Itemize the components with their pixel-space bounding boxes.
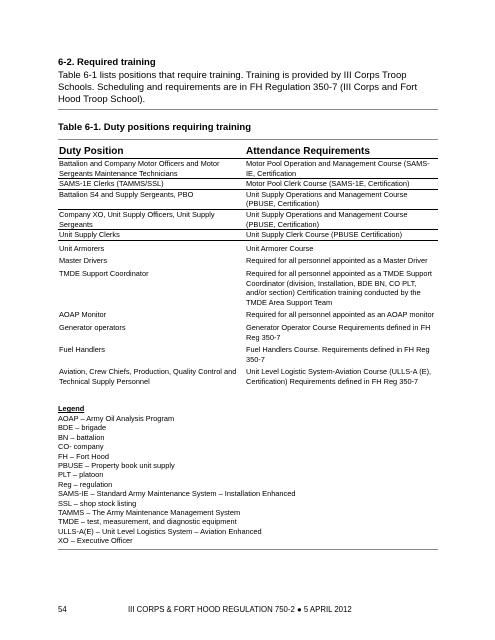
attendance-requirement-cell: Unit Supply Operations and Management Course (PBUSE, Certification) [245, 209, 438, 229]
attendance-requirement-cell: Unit Level Logistic System-Aviation Course (ULLS-A (E), Certification) Requirements defined in FH Reg 350-7 [246, 367, 432, 386]
table-row [58, 230, 438, 241]
legend-item: SSL – shop stock listing [58, 498, 137, 508]
table-row [58, 189, 438, 209]
section-title: 6-2. Required training [58, 57, 156, 68]
attendance-requirement-cell: Fuel Handlers Course. Requirements defined in FH Reg 350-7 [246, 345, 430, 364]
attendance-requirement-cell: Motor Pool Operation and Management Course (SAMS-IE, Certification [245, 159, 438, 179]
duty-position-cell: Unit Supply Clerks [58, 230, 245, 241]
legend-item: TMDE – test, measurement, and diagnostic equipment [58, 517, 237, 527]
divider [58, 549, 438, 550]
column-header-duty-position: Duty Position [58, 146, 245, 159]
table-row [58, 310, 438, 320]
legend-item: SAMS-IE – Standard Army Maintenance System – Installation Enhanced [58, 489, 296, 499]
table-row [58, 209, 438, 229]
table-row [58, 269, 438, 307]
duty-position-cell: Unit Armorers [59, 243, 105, 253]
duty-position-cell: SAMS-1E Clerks (TAMMS/SSL) [58, 179, 245, 190]
attendance-requirement-cell: Required for all personnel appointed as a TMDE Support Coordinator (division, Installation, BDE BN, CO PLT, and/or section) Certification training conducted by the TMDE Area Support Team [246, 268, 432, 307]
legend-item: BDE – brigade [58, 423, 107, 433]
legend-item: BN – battalion [58, 432, 105, 442]
legend-item: XO – Executive Officer [58, 536, 133, 546]
section-intro: Table 6-1 lists positions that require training. Training is provided by III Corps Troop Schools. Scheduling and requirements are in FH Regulation 350-7 (III Corps and Fort Hood Troop School). [58, 70, 418, 105]
divider [58, 139, 438, 140]
table-row [58, 179, 438, 190]
column-header-attendance: Attendance Requirements [245, 146, 438, 159]
table-header-row [58, 146, 438, 159]
divider [58, 109, 438, 110]
table-title: Table 6-1. Duty positions requiring training [58, 122, 252, 133]
attendance-requirement-cell: Required for all personnel appointed as a Master Driver [246, 256, 428, 266]
duty-position-cell: Battalion S4 and Supply Sergeants, PBO [58, 189, 245, 209]
training-table [58, 146, 438, 386]
attendance-requirement-cell: Unit Armorer Course [246, 243, 314, 253]
legend-item: Reg – regulation [58, 479, 113, 489]
attendance-requirement-cell: Motor Pool Clerk Course (SAMS-1E, Certification) [245, 179, 438, 190]
legend-item: PLT – platoon [58, 470, 104, 480]
legend-item: PBUSE – Property book unit supply [58, 460, 175, 470]
legend-title: Legend [58, 404, 85, 414]
legend [58, 404, 438, 545]
attendance-requirement-cell: Unit Supply Operations and Management Course (PBUSE, Certification) [245, 189, 438, 209]
table-row [58, 367, 438, 386]
legend-item: TAMMS – The Army Maintenance Management System [58, 507, 241, 517]
document-page [58, 57, 438, 550]
legend-item: FH – Fort Hood [58, 451, 109, 461]
table-row [58, 256, 438, 266]
table-row [58, 159, 438, 179]
duty-position-cell: AOAP Monitor [59, 310, 107, 320]
legend-item: CO- company [58, 442, 104, 452]
duty-position-cell: Company XO, Unit Supply Officers, Unit Supply Sergeants [58, 209, 245, 229]
duty-position-cell: Fuel Handlers [59, 345, 106, 355]
duty-position-cell: TMDE Support Coordinator [59, 268, 149, 278]
legend-item: AOAP – Army Oil Analysis Program [58, 413, 175, 423]
duty-position-cell: Generator operators [59, 322, 126, 332]
table-row [58, 323, 438, 342]
table-row [58, 244, 438, 254]
footer-reference: III CORPS & FORT HOOD REGULATION 750-2 ● 5 APRIL 2012 [128, 605, 352, 614]
attendance-requirement-cell: Unit Supply Clerk Course (PBUSE Certification) [245, 230, 438, 241]
page-number: 54 [58, 605, 67, 614]
duty-position-cell: Battalion and Company Motor Officers and Motor Sergeants Maintenance Technicians [58, 159, 245, 179]
duty-position-cell: Master Drivers [59, 256, 108, 266]
legend-item: ULLS-A(E) – Unit Level Logistics System – Aviation Enhanced [58, 526, 262, 536]
attendance-requirement-cell: Required for all personnel appointed as an AOAP monitor [246, 310, 435, 320]
duty-position-cell: Aviation, Crew Chiefs, Production, Quality Control and Technical Supply Personnel [59, 367, 237, 386]
attendance-requirement-cell: Generator Operator Course Requirements defined in FH Reg 350-7 [246, 322, 431, 342]
table-row [58, 345, 438, 364]
